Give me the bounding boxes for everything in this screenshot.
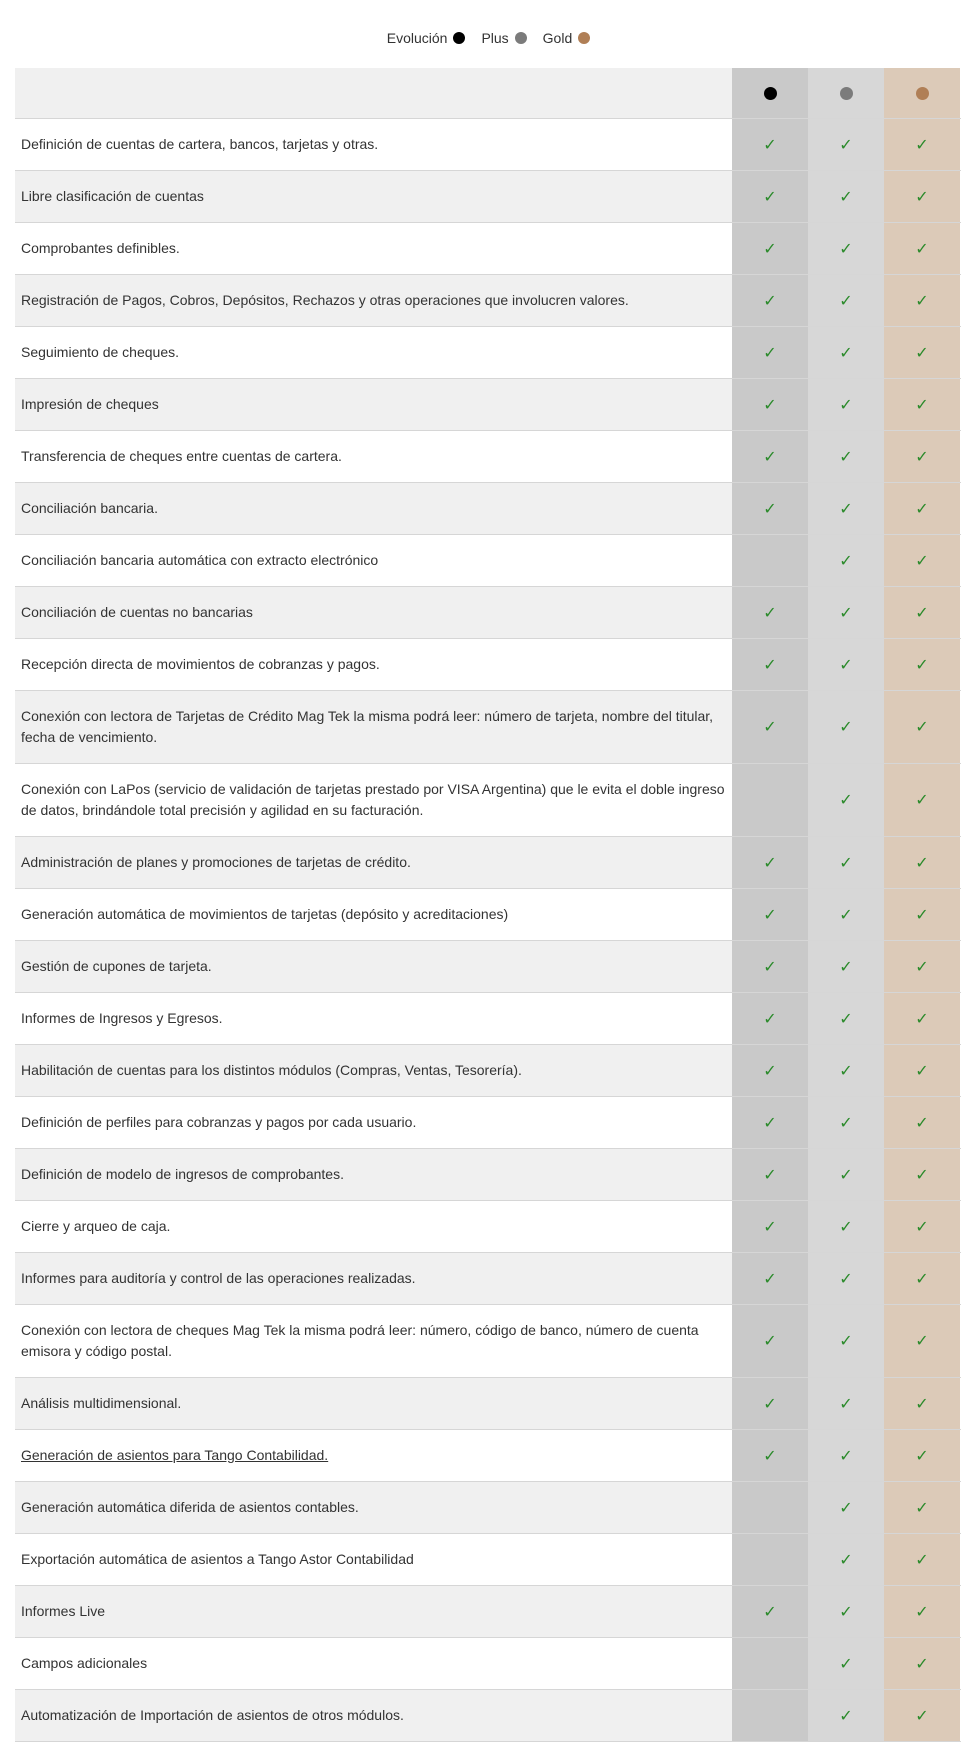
feature-cell xyxy=(15,431,732,482)
legend-dot-icon xyxy=(578,32,590,44)
gold-cell xyxy=(884,431,960,482)
evolucion-cell xyxy=(732,1253,808,1304)
gold-cell xyxy=(884,1690,960,1741)
plus-cell xyxy=(808,889,884,940)
check-icon: ✓ xyxy=(839,1655,853,1673)
check-icon: ✓ xyxy=(763,1010,777,1028)
feature-cell xyxy=(15,275,732,326)
table-row xyxy=(15,1045,961,1097)
header-plus-cell xyxy=(808,68,884,118)
table-row xyxy=(15,1586,961,1638)
check-icon: ✓ xyxy=(839,240,853,258)
check-icon: ✓ xyxy=(763,1333,777,1350)
check-icon: ✓ xyxy=(763,958,777,976)
plus-cell xyxy=(808,691,884,763)
gold-cell xyxy=(884,275,960,326)
check-icon: ✓ xyxy=(915,552,929,570)
gold-cell xyxy=(884,1638,960,1689)
legend-label: Evolución xyxy=(386,30,448,46)
header-feature-cell xyxy=(15,68,732,118)
check-icon: ✓ xyxy=(763,854,777,872)
check-icon: ✓ xyxy=(839,1603,853,1621)
check-icon: ✓ xyxy=(839,136,853,154)
feature-label: Gestión de cupones de tarjeta. xyxy=(21,958,212,974)
gold-cell xyxy=(884,1149,960,1200)
legend-item xyxy=(387,30,482,46)
check-icon: ✓ xyxy=(915,292,929,310)
feature-link[interactable]: Generación de asientos para Tango Contabilidad. xyxy=(21,1447,329,1463)
check-icon: ✓ xyxy=(915,1010,929,1028)
check-icon: ✓ xyxy=(839,1499,853,1517)
feature-label: Análisis multidimensional. xyxy=(21,1395,182,1411)
check-icon: ✓ xyxy=(763,1603,777,1621)
table-row xyxy=(15,223,961,275)
legend-item xyxy=(543,30,591,46)
plus-cell xyxy=(808,119,884,170)
gold-cell xyxy=(884,1586,960,1637)
evolucion-cell xyxy=(732,1201,808,1252)
plus-cell xyxy=(808,1534,884,1585)
plus-cell xyxy=(808,327,884,378)
check-icon: ✓ xyxy=(915,344,929,362)
check-icon: ✓ xyxy=(763,656,777,674)
plan-legend xyxy=(0,26,977,50)
gold-cell xyxy=(884,327,960,378)
check-icon: ✓ xyxy=(839,188,853,206)
table-row xyxy=(15,993,961,1045)
check-icon: ✓ xyxy=(915,1707,929,1725)
check-icon: ✓ xyxy=(839,552,853,570)
plus-cell xyxy=(808,535,884,586)
gold-cell xyxy=(884,639,960,690)
evolucion-cell xyxy=(732,379,808,430)
check-icon: ✓ xyxy=(763,188,777,206)
feature-cell xyxy=(15,1378,732,1429)
feature-cell xyxy=(15,535,732,586)
legend-dot-icon xyxy=(515,32,527,44)
check-icon: ✓ xyxy=(915,1114,929,1132)
table-row xyxy=(15,1430,961,1482)
gold-cell xyxy=(884,941,960,992)
check-icon: ✓ xyxy=(915,1603,929,1621)
table-row xyxy=(15,431,961,483)
feature-label: Comprobantes definibles. xyxy=(21,240,180,256)
table-row xyxy=(15,1482,961,1534)
gold-cell xyxy=(884,171,960,222)
evolucion-cell xyxy=(732,587,808,638)
gold-cell xyxy=(884,1201,960,1252)
check-icon: ✓ xyxy=(763,604,777,622)
plus-cell xyxy=(808,764,884,836)
feature-cell xyxy=(15,1690,732,1741)
feature-cell xyxy=(15,1534,732,1585)
plus-dot-icon xyxy=(840,87,853,100)
feature-cell xyxy=(15,1097,732,1148)
plus-cell xyxy=(808,1201,884,1252)
feature-cell xyxy=(15,327,732,378)
check-icon: ✓ xyxy=(915,1447,929,1465)
check-icon: ✓ xyxy=(915,448,929,466)
table-row xyxy=(15,587,961,639)
feature-label: Registración de Pagos, Cobros, Depósitos, Rechazos y otras operaciones que involucren valores. xyxy=(21,292,629,308)
feature-cell xyxy=(15,1482,732,1533)
feature-label: Informes de Ingresos y Egresos. xyxy=(21,1010,223,1026)
check-icon: ✓ xyxy=(763,719,777,736)
feature-comparison-table xyxy=(15,68,961,1742)
check-icon: ✓ xyxy=(763,292,777,310)
feature-cell xyxy=(15,1638,732,1689)
evolucion-cell xyxy=(732,1378,808,1429)
gold-cell xyxy=(884,764,960,836)
table-row xyxy=(15,1305,961,1378)
check-icon: ✓ xyxy=(915,719,929,736)
gold-cell xyxy=(884,1534,960,1585)
feature-label: Campos adicionales xyxy=(21,1655,148,1671)
evolucion-cell xyxy=(732,483,808,534)
evolucion-cell xyxy=(732,431,808,482)
evolucion-cell xyxy=(732,639,808,690)
check-icon: ✓ xyxy=(915,1551,929,1569)
feature-label: Conexión con LaPos (servicio de validación de tarjetas prestado por VISA Argentina) que le evita el doble ingreso de datos, brindándole total precisión y agilidad en su facturación. xyxy=(21,781,725,818)
evolucion-cell xyxy=(732,691,808,763)
table-row xyxy=(15,483,961,535)
table-row xyxy=(15,1534,961,1586)
gold-cell xyxy=(884,119,960,170)
feature-label: Conexión con lectora de cheques Mag Tek la misma podrá leer: número, código de banco, número de cuenta emisora y código postal. xyxy=(21,1322,699,1359)
check-icon: ✓ xyxy=(839,958,853,976)
feature-label: Recepción directa de movimientos de cobranzas y pagos. xyxy=(21,656,380,672)
gold-cell xyxy=(884,379,960,430)
table-row xyxy=(15,1097,961,1149)
feature-label: Generación automática de movimientos de tarjetas (depósito y acreditaciones) xyxy=(21,906,509,922)
check-icon: ✓ xyxy=(763,1218,777,1236)
gold-cell xyxy=(884,1482,960,1533)
gold-cell xyxy=(884,587,960,638)
feature-label: Definición de modelo de ingresos de comprobantes. xyxy=(21,1166,344,1182)
gold-dot-icon xyxy=(916,87,929,100)
table-row xyxy=(15,837,961,889)
check-icon: ✓ xyxy=(915,188,929,206)
plus-cell xyxy=(808,1690,884,1741)
feature-label: Exportación automática de asientos a Tango Astor Contabilidad xyxy=(21,1551,414,1567)
table-row xyxy=(15,119,961,171)
table-row xyxy=(15,889,961,941)
plus-cell xyxy=(808,1378,884,1429)
check-icon: ✓ xyxy=(839,1551,853,1569)
check-icon: ✓ xyxy=(763,906,777,924)
evolucion-cell xyxy=(732,1638,808,1689)
gold-cell xyxy=(884,483,960,534)
check-icon: ✓ xyxy=(915,1499,929,1517)
check-icon: ✓ xyxy=(915,1218,929,1236)
feature-cell xyxy=(15,1149,732,1200)
plus-cell xyxy=(808,1045,884,1096)
feature-label: Impresión de cheques xyxy=(21,396,159,412)
table-row xyxy=(15,639,961,691)
evolucion-cell xyxy=(732,1690,808,1741)
table-row xyxy=(15,171,961,223)
table-row xyxy=(15,1253,961,1305)
feature-cell xyxy=(15,889,732,940)
feature-label: Administración de planes y promociones de tarjetas de crédito. xyxy=(21,854,411,870)
check-icon: ✓ xyxy=(763,344,777,362)
feature-label: Generación automática diferida de asientos contables. xyxy=(21,1499,359,1515)
check-icon: ✓ xyxy=(839,1447,853,1465)
plus-cell xyxy=(808,223,884,274)
feature-cell xyxy=(15,993,732,1044)
plus-cell xyxy=(808,1149,884,1200)
table-row xyxy=(15,1378,961,1430)
check-icon: ✓ xyxy=(839,1333,853,1350)
check-icon: ✓ xyxy=(839,292,853,310)
feature-cell xyxy=(15,1430,732,1481)
evolucion-cell xyxy=(732,941,808,992)
evolucion-cell xyxy=(732,764,808,836)
evolucion-dot-icon xyxy=(764,87,777,100)
plus-cell xyxy=(808,1638,884,1689)
table-row xyxy=(15,691,961,764)
plus-cell xyxy=(808,431,884,482)
feature-cell xyxy=(15,691,732,763)
feature-cell xyxy=(15,941,732,992)
check-icon: ✓ xyxy=(915,1270,929,1288)
gold-cell xyxy=(884,1097,960,1148)
header-gold-cell xyxy=(884,68,960,118)
check-icon: ✓ xyxy=(839,396,853,414)
evolucion-cell xyxy=(732,171,808,222)
evolucion-cell xyxy=(732,535,808,586)
check-icon: ✓ xyxy=(763,500,777,518)
legend-label: Gold xyxy=(542,30,573,46)
evolucion-cell xyxy=(732,275,808,326)
check-icon: ✓ xyxy=(915,854,929,872)
feature-cell xyxy=(15,837,732,888)
check-icon: ✓ xyxy=(839,906,853,924)
plus-cell xyxy=(808,483,884,534)
table-row xyxy=(15,1638,961,1690)
check-icon: ✓ xyxy=(839,1218,853,1236)
check-icon: ✓ xyxy=(763,1114,777,1132)
check-icon: ✓ xyxy=(763,396,777,414)
legend-label: Plus xyxy=(481,30,509,46)
feature-cell xyxy=(15,1045,732,1096)
plus-cell xyxy=(808,1097,884,1148)
plus-cell xyxy=(808,1586,884,1637)
gold-cell xyxy=(884,1253,960,1304)
table-row xyxy=(15,941,961,993)
gold-cell xyxy=(884,535,960,586)
feature-cell xyxy=(15,1253,732,1304)
check-icon: ✓ xyxy=(915,396,929,414)
feature-cell xyxy=(15,764,732,836)
legend-dot-icon xyxy=(453,32,465,44)
plus-cell xyxy=(808,275,884,326)
feature-label: Informes Live xyxy=(21,1603,106,1619)
feature-cell xyxy=(15,483,732,534)
feature-label: Automatización de Importación de asientos de otros módulos. xyxy=(21,1707,404,1723)
feature-cell xyxy=(15,223,732,274)
check-icon: ✓ xyxy=(915,792,929,809)
plus-cell xyxy=(808,639,884,690)
check-icon: ✓ xyxy=(915,500,929,518)
feature-label: Seguimiento de cheques. xyxy=(21,344,179,360)
check-icon: ✓ xyxy=(763,448,777,466)
check-icon: ✓ xyxy=(915,958,929,976)
evolucion-cell xyxy=(732,1586,808,1637)
check-icon: ✓ xyxy=(839,1062,853,1080)
feature-label: Transferencia de cheques entre cuentas de cartera. xyxy=(21,448,342,464)
check-icon: ✓ xyxy=(839,1114,853,1132)
evolucion-cell xyxy=(732,993,808,1044)
table-row xyxy=(15,1690,961,1742)
gold-cell xyxy=(884,1045,960,1096)
gold-cell xyxy=(884,1378,960,1429)
plus-cell xyxy=(808,171,884,222)
evolucion-cell xyxy=(732,1045,808,1096)
check-icon: ✓ xyxy=(915,906,929,924)
feature-label: Informes para auditoría y control de las operaciones realizadas. xyxy=(21,1270,416,1286)
feature-label: Libre clasificación de cuentas xyxy=(21,188,204,204)
gold-cell xyxy=(884,223,960,274)
check-icon: ✓ xyxy=(915,656,929,674)
table-header-row xyxy=(15,68,961,119)
check-icon: ✓ xyxy=(763,1166,777,1184)
legend-item xyxy=(481,30,542,46)
table-row xyxy=(15,379,961,431)
evolucion-cell xyxy=(732,889,808,940)
feature-cell xyxy=(15,639,732,690)
evolucion-cell xyxy=(732,1097,808,1148)
feature-label: Conexión con lectora de Tarjetas de Crédito Mag Tek la misma podrá leer: número de tarjeta, nombre del titular, fecha de vencimiento. xyxy=(21,708,714,745)
feature-label: Conciliación bancaria automática con extracto electrónico xyxy=(21,552,379,568)
check-icon: ✓ xyxy=(839,1395,853,1413)
check-icon: ✓ xyxy=(839,719,853,736)
feature-label: Definición de cuentas de cartera, bancos, tarjetas y otras. xyxy=(21,136,379,152)
gold-cell xyxy=(884,1430,960,1481)
evolucion-cell xyxy=(732,223,808,274)
evolucion-cell xyxy=(732,1149,808,1200)
table-row xyxy=(15,275,961,327)
evolucion-cell xyxy=(732,119,808,170)
table-row xyxy=(15,1201,961,1253)
check-icon: ✓ xyxy=(839,1270,853,1288)
feature-cell xyxy=(15,1201,732,1252)
check-icon: ✓ xyxy=(839,656,853,674)
table-row xyxy=(15,327,961,379)
table-row xyxy=(15,1149,961,1201)
check-icon: ✓ xyxy=(915,604,929,622)
feature-cell xyxy=(15,1305,732,1377)
check-icon: ✓ xyxy=(915,240,929,258)
plus-cell xyxy=(808,1253,884,1304)
evolucion-cell xyxy=(732,1305,808,1377)
check-icon: ✓ xyxy=(915,1655,929,1673)
check-icon: ✓ xyxy=(763,240,777,258)
feature-cell xyxy=(15,171,732,222)
check-icon: ✓ xyxy=(839,792,853,809)
feature-cell xyxy=(15,587,732,638)
feature-label: Conciliación de cuentas no bancarias xyxy=(21,604,253,620)
feature-cell xyxy=(15,379,732,430)
check-icon: ✓ xyxy=(839,604,853,622)
gold-cell xyxy=(884,691,960,763)
check-icon: ✓ xyxy=(915,1395,929,1413)
check-icon: ✓ xyxy=(839,448,853,466)
evolucion-cell xyxy=(732,1430,808,1481)
check-icon: ✓ xyxy=(763,1270,777,1288)
check-icon: ✓ xyxy=(839,1010,853,1028)
check-icon: ✓ xyxy=(839,1707,853,1725)
check-icon: ✓ xyxy=(763,1447,777,1465)
plus-cell xyxy=(808,379,884,430)
feature-label: Conciliación bancaria. xyxy=(21,500,158,516)
plus-cell xyxy=(808,941,884,992)
evolucion-cell xyxy=(732,1534,808,1585)
feature-label: Definición de perfiles para cobranzas y pagos por cada usuario. xyxy=(21,1114,417,1130)
check-icon: ✓ xyxy=(839,500,853,518)
plus-cell xyxy=(808,993,884,1044)
feature-cell xyxy=(15,119,732,170)
gold-cell xyxy=(884,993,960,1044)
check-icon: ✓ xyxy=(915,1333,929,1350)
feature-cell xyxy=(15,1586,732,1637)
header-evolucion-cell xyxy=(732,68,808,118)
plus-cell xyxy=(808,587,884,638)
evolucion-cell xyxy=(732,327,808,378)
plus-cell xyxy=(808,1430,884,1481)
feature-label: Cierre y arqueo de caja. xyxy=(21,1218,171,1234)
check-icon: ✓ xyxy=(915,1062,929,1080)
check-icon: ✓ xyxy=(839,344,853,362)
evolucion-cell xyxy=(732,1482,808,1533)
plus-cell xyxy=(808,1482,884,1533)
plus-cell xyxy=(808,837,884,888)
evolucion-cell xyxy=(732,837,808,888)
check-icon: ✓ xyxy=(915,136,929,154)
plus-cell xyxy=(808,1305,884,1377)
gold-cell xyxy=(884,837,960,888)
check-icon: ✓ xyxy=(915,1166,929,1184)
table-row xyxy=(15,535,961,587)
gold-cell xyxy=(884,889,960,940)
feature-label: Habilitación de cuentas para los distintos módulos (Compras, Ventas, Tesorería). xyxy=(21,1062,522,1078)
check-icon: ✓ xyxy=(763,1062,777,1080)
gold-cell xyxy=(884,1305,960,1377)
check-icon: ✓ xyxy=(763,1395,777,1413)
check-icon: ✓ xyxy=(839,854,853,872)
table-row xyxy=(15,764,961,837)
check-icon: ✓ xyxy=(839,1166,853,1184)
check-icon: ✓ xyxy=(763,136,777,154)
